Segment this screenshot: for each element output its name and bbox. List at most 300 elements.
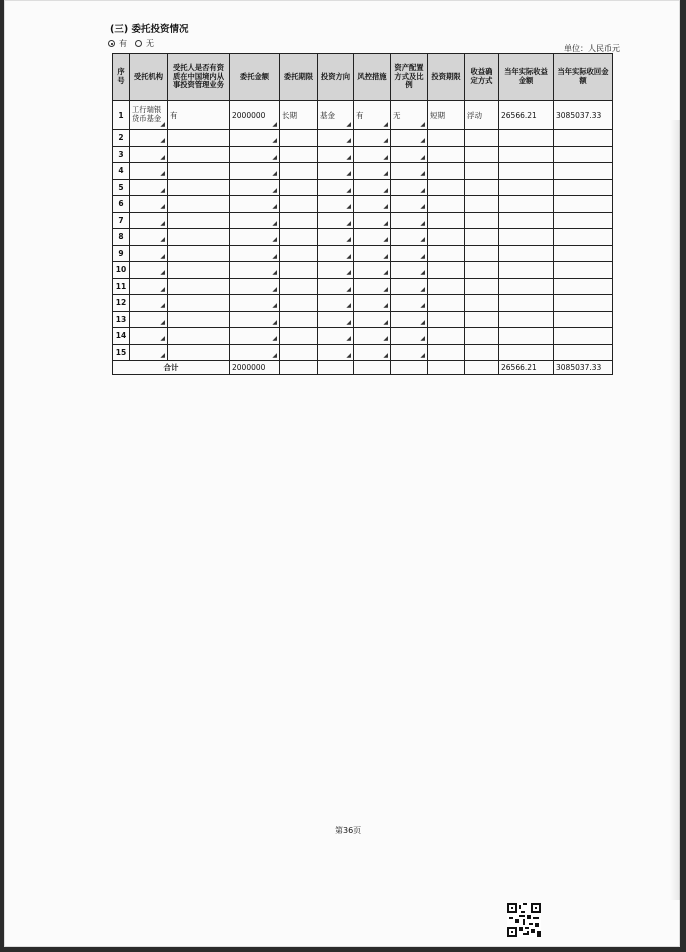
resize-handle-icon: ◢ (383, 186, 388, 194)
total-empty-cell (465, 361, 499, 375)
cell-col-duration[interactable] (428, 245, 465, 262)
cell-col-recovered[interactable] (554, 212, 613, 229)
cell-col-term[interactable] (280, 311, 318, 328)
table-row (113, 262, 613, 279)
cell-col-qualification[interactable] (168, 130, 230, 147)
cell-col-institution[interactable] (130, 311, 168, 328)
radio-no[interactable] (135, 40, 142, 47)
cell-col-direction[interactable] (318, 196, 354, 213)
cell-col-risk-control[interactable] (354, 278, 391, 295)
cell-col-income-method[interactable] (465, 311, 499, 328)
cell-col-allocation[interactable] (391, 179, 428, 196)
cell-col-duration[interactable] (428, 101, 465, 130)
cell-col-qualification[interactable] (168, 212, 230, 229)
cell-col-risk-control[interactable] (354, 262, 391, 279)
resize-handle-icon: ◢ (272, 186, 277, 194)
cell-col-income[interactable] (499, 328, 554, 345)
resize-handle-icon: ◢ (420, 153, 425, 161)
cell-col-direction[interactable] (318, 179, 354, 196)
cell-col-income-method[interactable] (465, 196, 499, 213)
cell-col-duration[interactable] (428, 130, 465, 147)
table-row (113, 196, 613, 213)
resize-handle-icon: ◢ (420, 120, 425, 128)
cell-col-risk-control[interactable] (354, 229, 391, 246)
page-number: 第36页 (335, 826, 362, 835)
cell-col-recovered[interactable] (554, 262, 613, 279)
resize-handle-icon: ◢ (346, 137, 351, 145)
resize-handle-icon: ◢ (383, 219, 388, 227)
resize-handle-icon: ◢ (346, 252, 351, 260)
table-row (113, 278, 613, 295)
cell-col-income[interactable] (499, 229, 554, 246)
cell-col-risk-control[interactable] (354, 179, 391, 196)
cell-col-income[interactable] (499, 262, 554, 279)
cell-col-amount[interactable] (230, 130, 280, 147)
resize-handle-icon: ◢ (383, 203, 388, 211)
cell-col-income-method[interactable] (465, 344, 499, 361)
cell-col-allocation[interactable] (391, 245, 428, 262)
scan-shadow (670, 120, 680, 900)
header-col-risk-control: 风控措施 (354, 54, 391, 101)
cell-col-income-method[interactable] (465, 212, 499, 229)
cell-col-duration[interactable] (428, 212, 465, 229)
cell-col-direction[interactable] (318, 278, 354, 295)
resize-handle-icon: ◢ (272, 170, 277, 178)
cell-col-recovered[interactable] (554, 278, 613, 295)
table-row (113, 311, 613, 328)
cell-col-direction[interactable] (318, 101, 354, 130)
cell-value: 9 (118, 248, 124, 258)
cell-col-allocation[interactable] (391, 262, 428, 279)
cell-col-seq (113, 212, 130, 229)
cell-col-recovered[interactable] (554, 229, 613, 246)
resize-handle-icon: ◢ (383, 137, 388, 145)
cell-col-term[interactable] (280, 344, 318, 361)
resize-handle-icon: ◢ (383, 335, 388, 343)
cell-value: 浮动 (467, 110, 482, 120)
resize-handle-icon: ◢ (346, 302, 351, 310)
resize-handle-icon: ◢ (420, 269, 425, 277)
cell-col-direction[interactable] (318, 212, 354, 229)
cell-col-recovered[interactable] (554, 295, 613, 312)
resize-handle-icon: ◢ (346, 285, 351, 293)
entrusted-investment-table (112, 53, 613, 375)
cell-col-institution[interactable] (130, 212, 168, 229)
table-row (113, 344, 613, 361)
cell-col-risk-control[interactable] (354, 196, 391, 213)
cell-col-allocation[interactable] (391, 212, 428, 229)
table-row (113, 179, 613, 196)
cell-col-amount[interactable] (230, 262, 280, 279)
cell-col-term[interactable] (280, 101, 318, 130)
resize-handle-icon: ◢ (383, 236, 388, 244)
cell-col-qualification[interactable] (168, 229, 230, 246)
resize-handle-icon: ◢ (420, 219, 425, 227)
cell-col-risk-control[interactable] (354, 344, 391, 361)
resize-handle-icon: ◢ (272, 252, 277, 260)
cell-value: 工行瑞银货币基金 (132, 105, 162, 123)
resize-handle-icon: ◢ (160, 186, 165, 194)
cell-value: 3085037.33 (556, 110, 602, 120)
cell-value: 有 (356, 110, 364, 120)
cell-value: 7 (118, 215, 124, 225)
cell-col-amount[interactable] (230, 163, 280, 180)
cell-col-term[interactable] (280, 229, 318, 246)
cell-col-qualification[interactable] (168, 328, 230, 345)
cell-col-institution[interactable] (130, 278, 168, 295)
cell-col-income[interactable] (499, 179, 554, 196)
resize-handle-icon: ◢ (160, 137, 165, 145)
resize-handle-icon: ◢ (383, 351, 388, 359)
total-row (113, 361, 613, 375)
cell-col-amount[interactable] (230, 311, 280, 328)
table-row (113, 163, 613, 180)
cell-col-institution[interactable] (130, 163, 168, 180)
header-col-seq: 序号 (113, 54, 130, 101)
table-row (113, 146, 613, 163)
resize-handle-icon: ◢ (383, 170, 388, 178)
cell-col-risk-control[interactable] (354, 130, 391, 147)
cell-col-income-method[interactable] (465, 262, 499, 279)
cell-col-risk-control[interactable] (354, 311, 391, 328)
cell-value: 2000000 (232, 110, 266, 120)
cell-col-institution[interactable] (130, 245, 168, 262)
cell-col-direction[interactable] (318, 146, 354, 163)
total-recovered: 3085037.33 (554, 361, 613, 375)
cell-col-risk-control[interactable] (354, 295, 391, 312)
cell-col-income-method[interactable] (465, 130, 499, 147)
cell-value: 12 (115, 298, 127, 308)
total-income: 26566.21 (499, 361, 554, 375)
resize-handle-icon: ◢ (272, 269, 277, 277)
resize-handle-icon: ◢ (160, 219, 165, 227)
cell-col-risk-control[interactable] (354, 212, 391, 229)
resize-handle-icon: ◢ (346, 351, 351, 359)
cell-col-seq (113, 229, 130, 246)
cell-col-amount[interactable] (230, 229, 280, 246)
unit-label: 单位：人民币元 (564, 44, 620, 53)
table-row (113, 245, 613, 262)
cell-col-amount[interactable] (230, 328, 280, 345)
cell-col-income[interactable] (499, 278, 554, 295)
resize-handle-icon: ◢ (420, 318, 425, 326)
cell-col-institution[interactable] (130, 130, 168, 147)
cell-value: 11 (115, 281, 127, 291)
header-col-term: 委托期限 (280, 54, 318, 101)
cell-col-income-method[interactable] (465, 101, 499, 130)
cell-col-amount[interactable] (230, 344, 280, 361)
resize-handle-icon: ◢ (420, 170, 425, 178)
cell-col-income-method[interactable] (465, 278, 499, 295)
cell-col-income[interactable] (499, 344, 554, 361)
cell-col-income-method[interactable] (465, 295, 499, 312)
cell-col-term[interactable] (280, 328, 318, 345)
cell-col-duration[interactable] (428, 146, 465, 163)
resize-handle-icon: ◢ (272, 285, 277, 293)
resize-handle-icon: ◢ (272, 219, 277, 227)
cell-col-allocation[interactable] (391, 101, 428, 130)
cell-col-amount[interactable] (230, 245, 280, 262)
cell-col-recovered[interactable] (554, 101, 613, 130)
cell-col-income[interactable] (499, 130, 554, 147)
resize-handle-icon: ◢ (346, 219, 351, 227)
cell-col-allocation[interactable] (391, 344, 428, 361)
resize-handle-icon: ◢ (272, 120, 277, 128)
resize-handle-icon: ◢ (272, 318, 277, 326)
cell-col-qualification[interactable] (168, 278, 230, 295)
resize-handle-icon: ◢ (160, 335, 165, 343)
resize-handle-icon: ◢ (420, 203, 425, 211)
cell-col-seq (113, 295, 130, 312)
cell-col-amount[interactable] (230, 179, 280, 196)
header-col-allocation: 资产配置方式及比例 (391, 54, 428, 101)
cell-col-income-method[interactable] (465, 146, 499, 163)
cell-value: 15 (115, 347, 127, 357)
cell-col-institution[interactable] (130, 101, 168, 130)
total-empty-cell (428, 361, 465, 375)
cell-col-income[interactable] (499, 295, 554, 312)
resize-handle-icon: ◢ (383, 153, 388, 161)
cell-col-qualification[interactable] (168, 101, 230, 130)
cell-value: 1 (118, 110, 124, 120)
cell-value: 无 (393, 110, 401, 120)
cell-col-direction[interactable] (318, 130, 354, 147)
cell-col-allocation[interactable] (391, 311, 428, 328)
cell-col-amount[interactable] (230, 212, 280, 229)
cell-col-seq (113, 179, 130, 196)
cell-col-duration[interactable] (428, 311, 465, 328)
cell-col-institution[interactable] (130, 229, 168, 246)
radio-yes-label: 有 (119, 39, 127, 48)
cell-col-allocation[interactable] (391, 196, 428, 213)
cell-col-institution[interactable] (130, 146, 168, 163)
cell-col-duration[interactable] (428, 328, 465, 345)
cell-col-income[interactable] (499, 101, 554, 130)
resize-handle-icon: ◢ (383, 252, 388, 260)
cell-col-amount[interactable] (230, 278, 280, 295)
cell-value: 14 (115, 331, 127, 341)
cell-col-duration[interactable] (428, 196, 465, 213)
cell-col-allocation[interactable] (391, 229, 428, 246)
cell-col-income-method[interactable] (465, 328, 499, 345)
resize-handle-icon: ◢ (420, 285, 425, 293)
resize-handle-icon: ◢ (346, 203, 351, 211)
cell-col-recovered[interactable] (554, 196, 613, 213)
resize-handle-icon: ◢ (160, 252, 165, 260)
cell-col-duration[interactable] (428, 163, 465, 180)
cell-col-income-method[interactable] (465, 179, 499, 196)
cell-col-income[interactable] (499, 212, 554, 229)
radio-yes[interactable] (108, 40, 115, 47)
cell-col-duration[interactable] (428, 344, 465, 361)
table-row (113, 295, 613, 312)
cell-col-recovered[interactable] (554, 311, 613, 328)
cell-col-institution[interactable] (130, 328, 168, 345)
cell-value: 长期 (282, 110, 297, 120)
header-col-amount: 委托金额 (230, 54, 280, 101)
cell-col-amount[interactable] (230, 146, 280, 163)
total-empty-cell (318, 361, 354, 375)
cell-col-term[interactable] (280, 245, 318, 262)
cell-col-recovered[interactable] (554, 179, 613, 196)
cell-col-seq (113, 101, 130, 130)
cell-col-qualification[interactable] (168, 344, 230, 361)
resize-handle-icon: ◢ (420, 252, 425, 260)
cell-value: 短期 (430, 110, 445, 120)
cell-col-term[interactable] (280, 278, 318, 295)
cell-col-income-method[interactable] (465, 229, 499, 246)
cell-col-seq (113, 163, 130, 180)
cell-col-direction[interactable] (318, 295, 354, 312)
cell-col-duration[interactable] (428, 229, 465, 246)
cell-col-seq (113, 278, 130, 295)
cell-value: 6 (118, 199, 124, 209)
resize-handle-icon: ◢ (346, 153, 351, 161)
cell-col-recovered[interactable] (554, 163, 613, 180)
cell-col-allocation[interactable] (391, 163, 428, 180)
cell-col-term[interactable] (280, 130, 318, 147)
resize-handle-icon: ◢ (420, 351, 425, 359)
cell-col-qualification[interactable] (168, 311, 230, 328)
investment-radio-group (108, 38, 154, 49)
resize-handle-icon: ◢ (160, 318, 165, 326)
cell-col-risk-control[interactable] (354, 101, 391, 130)
cell-col-allocation[interactable] (391, 278, 428, 295)
cell-col-direction[interactable] (318, 328, 354, 345)
cell-col-term[interactable] (280, 146, 318, 163)
table-row (113, 101, 613, 130)
cell-col-duration[interactable] (428, 179, 465, 196)
cell-col-income[interactable] (499, 146, 554, 163)
resize-handle-icon: ◢ (272, 236, 277, 244)
cell-col-allocation[interactable] (391, 328, 428, 345)
cell-col-amount[interactable] (230, 196, 280, 213)
resize-handle-icon: ◢ (160, 269, 165, 277)
cell-col-allocation[interactable] (391, 295, 428, 312)
header-col-income-method: 收益确定方式 (465, 54, 499, 101)
cell-col-recovered[interactable] (554, 328, 613, 345)
cell-col-recovered[interactable] (554, 245, 613, 262)
cell-col-institution[interactable] (130, 262, 168, 279)
cell-col-amount[interactable] (230, 101, 280, 130)
header-col-recovered: 当年实际收回金额 (554, 54, 613, 101)
cell-col-qualification[interactable] (168, 262, 230, 279)
total-empty-cell (354, 361, 391, 375)
cell-col-direction[interactable] (318, 311, 354, 328)
header-col-qualification: 受托人是否有资质在中国境内从事投资管理业务 (168, 54, 230, 101)
cell-value: 10 (115, 265, 127, 275)
cell-col-income[interactable] (499, 245, 554, 262)
cell-col-recovered[interactable] (554, 344, 613, 361)
resize-handle-icon: ◢ (272, 137, 277, 145)
table-header-row (113, 54, 613, 101)
resize-handle-icon: ◢ (160, 285, 165, 293)
cell-col-qualification[interactable] (168, 295, 230, 312)
cell-col-qualification[interactable] (168, 245, 230, 262)
cell-col-risk-control[interactable] (354, 146, 391, 163)
resize-handle-icon: ◢ (346, 170, 351, 178)
cell-col-income[interactable] (499, 311, 554, 328)
cell-col-institution[interactable] (130, 179, 168, 196)
cell-col-institution[interactable] (130, 295, 168, 312)
resize-handle-icon: ◢ (346, 318, 351, 326)
total-empty-cell (280, 361, 318, 375)
resize-handle-icon: ◢ (272, 203, 277, 211)
cell-col-term[interactable] (280, 163, 318, 180)
header-col-institution: 受托机构 (130, 54, 168, 101)
cell-col-term[interactable] (280, 295, 318, 312)
resize-handle-icon: ◢ (272, 351, 277, 359)
cell-col-duration[interactable] (428, 278, 465, 295)
cell-col-direction[interactable] (318, 163, 354, 180)
resize-handle-icon: ◢ (346, 269, 351, 277)
cell-col-direction[interactable] (318, 229, 354, 246)
resize-handle-icon: ◢ (272, 153, 277, 161)
resize-handle-icon: ◢ (420, 335, 425, 343)
table-row (113, 229, 613, 246)
cell-col-amount[interactable] (230, 295, 280, 312)
cell-col-qualification[interactable] (168, 146, 230, 163)
cell-value: 8 (118, 232, 124, 242)
cell-col-income[interactable] (499, 196, 554, 213)
cell-col-institution[interactable] (130, 196, 168, 213)
cell-col-direction[interactable] (318, 344, 354, 361)
cell-col-institution[interactable] (130, 344, 168, 361)
cell-col-risk-control[interactable] (354, 328, 391, 345)
table-row (113, 328, 613, 345)
header-col-duration: 投资期限 (428, 54, 465, 101)
cell-col-duration[interactable] (428, 295, 465, 312)
section-title: (三) 委托投资情况 (110, 24, 189, 35)
resize-handle-icon: ◢ (160, 351, 165, 359)
cell-col-income-method[interactable] (465, 245, 499, 262)
cell-col-income[interactable] (499, 163, 554, 180)
cell-col-seq (113, 146, 130, 163)
cell-col-qualification[interactable] (168, 163, 230, 180)
cell-value: 有 (170, 110, 178, 120)
cell-col-duration[interactable] (428, 262, 465, 279)
cell-col-qualification[interactable] (168, 196, 230, 213)
cell-col-seq (113, 311, 130, 328)
total-empty-cell (391, 361, 428, 375)
cell-col-income-method[interactable] (465, 163, 499, 180)
resize-handle-icon: ◢ (383, 302, 388, 310)
cell-col-seq (113, 262, 130, 279)
resize-handle-icon: ◢ (272, 302, 277, 310)
resize-handle-icon: ◢ (383, 318, 388, 326)
cell-col-direction[interactable] (318, 245, 354, 262)
document-page (4, 0, 680, 947)
cell-col-recovered[interactable] (554, 130, 613, 147)
total-amount: 2000000 (230, 361, 280, 375)
cell-col-risk-control[interactable] (354, 163, 391, 180)
cell-col-term[interactable] (280, 212, 318, 229)
resize-handle-icon: ◢ (160, 236, 165, 244)
cell-col-risk-control[interactable] (354, 245, 391, 262)
cell-col-term[interactable] (280, 179, 318, 196)
resize-handle-icon: ◢ (346, 186, 351, 194)
cell-col-recovered[interactable] (554, 146, 613, 163)
resize-handle-icon: ◢ (383, 269, 388, 277)
cell-col-seq (113, 245, 130, 262)
cell-col-allocation[interactable] (391, 130, 428, 147)
cell-col-qualification[interactable] (168, 179, 230, 196)
resize-handle-icon: ◢ (346, 120, 351, 128)
cell-col-term[interactable] (280, 196, 318, 213)
cell-col-term[interactable] (280, 262, 318, 279)
cell-col-direction[interactable] (318, 262, 354, 279)
cell-col-allocation[interactable] (391, 146, 428, 163)
